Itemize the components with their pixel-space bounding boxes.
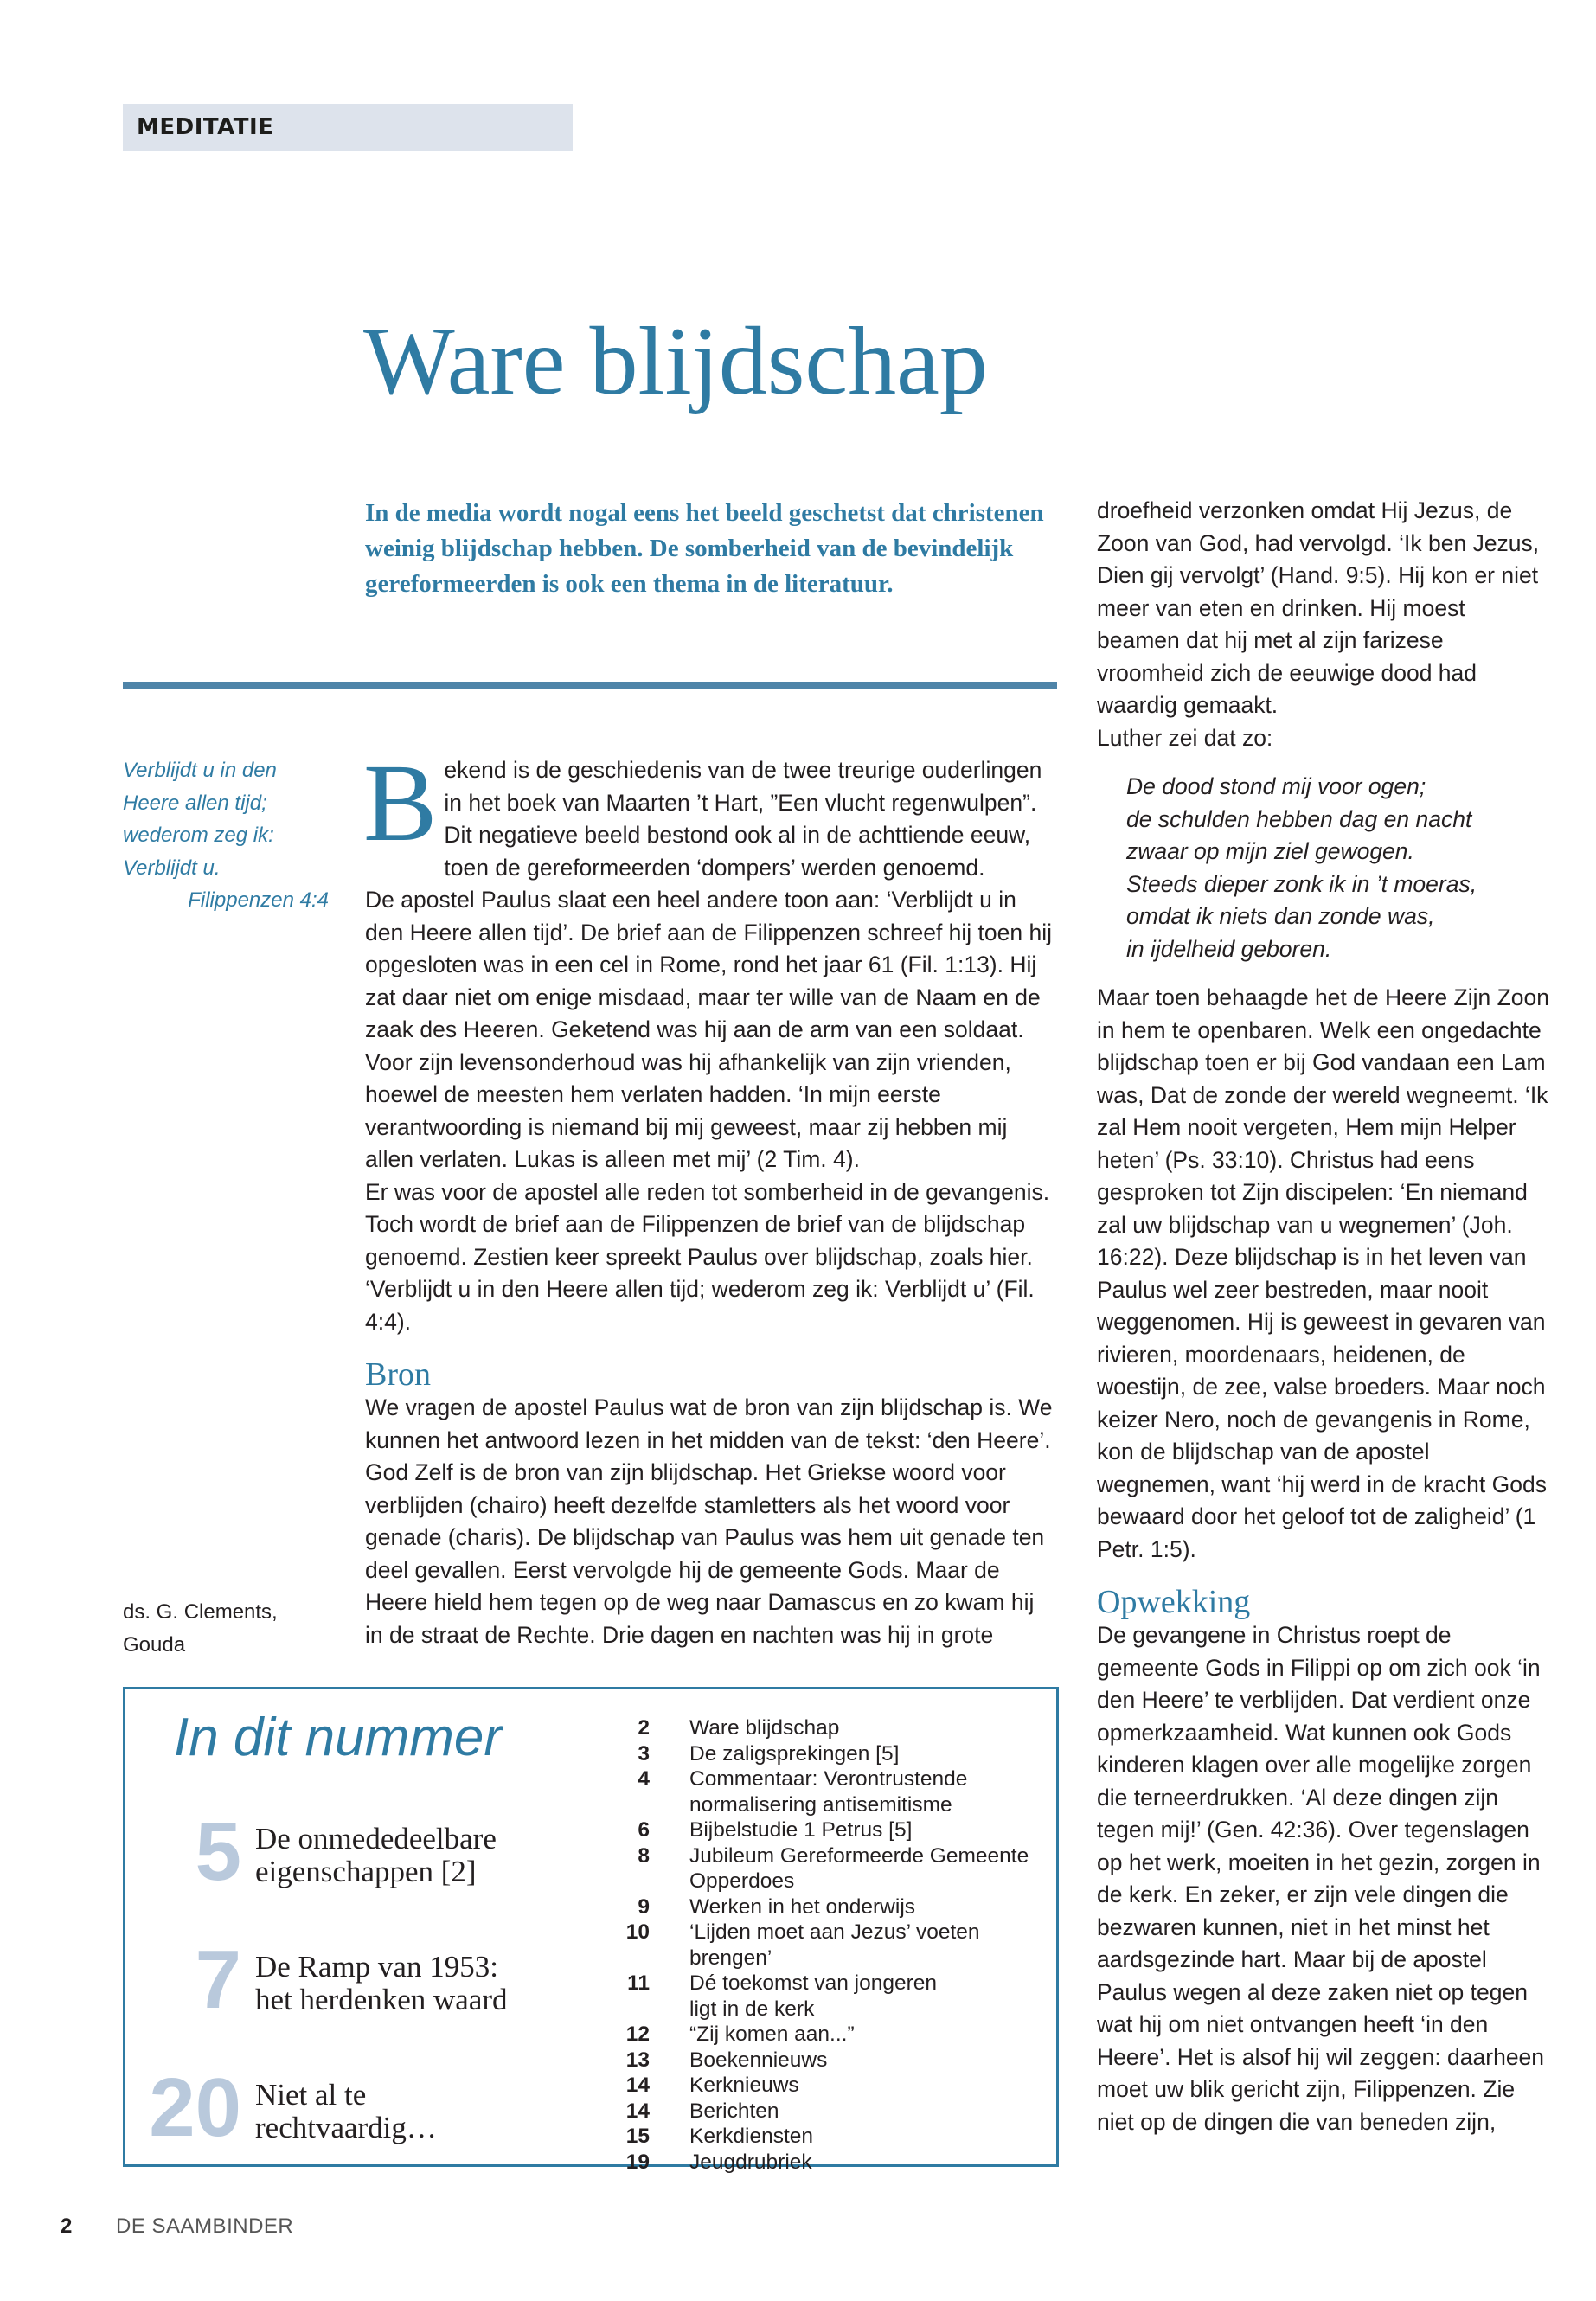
toc-page: 2 (638, 1716, 650, 1740)
toc-title: Werken in het onderwijs (689, 1894, 916, 1919)
toc-title-cont: normalisering antisemitisme (689, 1792, 952, 1817)
feature-title (255, 2079, 584, 2144)
toc-title: Ware blijdschap (689, 1716, 840, 1740)
intro-text: ekend is de geschiedenis van de twee treurige ouderlingen in het boek van Maarten ’t Hart, ”Een vlucht regenwulpen”. Dit negatieve beeld bestond ook al in de achttiende eeuw, toen de gereformeerden ‘dompers’ werden genoemd. (444, 757, 1042, 881)
body-paragraph: De gevangene in Christus roept de gemeente Gods in Filippi op om zich ook ‘in den Heere’ te verblijden. Dat verdient onze opmerkzaamheid. Wat kunnen ook Gods kinderen klagen over alle mogelijke zorgen die terneerdrukken. ‘Al deze dingen zijn tegen mij!’ (Gen. 42:36). Over tegenslagen op het werk, moeiten in het gezin, zorgen in de kerk. En zeker, er zijn vele dingen die bezwaren kunnen, niet in het minst het aardsgezinde hart. Maar bij de apostel Paulus wegen al deze zaken niet op tegen wat hij om niet ontvangen heeft ‘in den Heere’. Het is alsof hij wil zeggen: daarheen moet uw blik gericht zijn, Filippenzen. Zie niet op de dingen die van beneden zijn, (1097, 1622, 1545, 2135)
toc-entry[interactable] (610, 1894, 1060, 1920)
quote-line: wederom zeg ik: (123, 824, 274, 847)
featured-article[interactable] (125, 1805, 575, 1906)
toc-entry[interactable] (610, 1766, 1060, 1817)
toc-entry[interactable] (610, 1741, 1060, 1767)
toc-title-cont: Opperdoes (689, 1869, 795, 1893)
page-footer (61, 2214, 293, 2239)
toc-page: 10 (625, 1920, 650, 1944)
toc-entry[interactable] (610, 2124, 1060, 2150)
feature-title (255, 1951, 584, 2016)
body-paragraph: droefheid verzonken omdat Hij Jezus, de Zoon van God, had vervolgd. ‘Ik ben Jezus, Dien gij vervolgt’ (Hand. 9:5). Hij kon er niet meer van eten en drinken. Hij moest beamen dat hij met al zijn farizese vroomheid zich de eeuwige dood had waardig gemaakt. (1097, 497, 1540, 718)
article-column-1 (363, 741, 1057, 1651)
page-number: 2 (61, 2214, 73, 2238)
toc-page: 3 (638, 1741, 650, 1766)
section-tag: MEDITATIE (123, 104, 573, 151)
article-column-2 (1097, 495, 1551, 2138)
contents-heading: In dit nummer (174, 1708, 503, 1767)
toc-title: Jubileum Gereformeerde Gemeente (689, 1843, 1029, 1868)
toc-title: Bijbelstudie 1 Petrus [5] (689, 1818, 913, 1842)
featured-article[interactable] (125, 2061, 575, 2162)
subhead-bron: Bron (365, 1356, 431, 1393)
poem-line: Steeds dieper zonk ik in ’t moeras, (1126, 870, 1477, 897)
toc-title: Kerkdiensten (689, 2125, 814, 2148)
toc-title: “Zij komen aan...” (689, 2022, 855, 2046)
poem-line: in ijdelheid geboren. (1126, 935, 1332, 962)
toc-entry[interactable] (610, 2099, 1060, 2125)
toc-title: Jeugdrubriek (689, 2150, 812, 2174)
drop-cap: B (363, 741, 438, 864)
toc-entry[interactable] (610, 2022, 1060, 2048)
author-name: ds. G. Clements, (123, 1600, 278, 1624)
author-byline (123, 1596, 348, 1661)
toc-page: 19 (625, 2150, 650, 2174)
divider-rule (123, 682, 1057, 689)
feature-title-line: De onmededeelbare (255, 1822, 497, 1856)
toc-title: Kerknieuws (689, 2073, 799, 2097)
quote-line: Heere allen tijd; (123, 791, 267, 815)
toc-entry[interactable] (610, 2150, 1060, 2176)
toc-title: Dé toekomst van jongeren (689, 1971, 937, 1995)
toc-entry[interactable] (610, 2073, 1060, 2099)
toc-title-cont: ligt in de kerk (689, 1997, 815, 2021)
body-paragraph: Maar toen behaagde het de Heere Zijn Zoon in hem te openbaren. Welk een ongedachte blijdschap toen er bij God vandaan een Lam was, Dat de zonde der wereld wegneemt. ‘Ik zal Hem nooit vergeten, Hem mijn Helper heten’ (Ps. 33:10). Christus had eens gesproken tot Zijn discipelen: ‘En niemand zal uw blijdschap van u wegnemen’ (Joh. 16:22). Deze blijdschap is in het leven van Paulus wel zeer bestreden, maar nooit weggenomen. Hij is geweest in gevaren van rivieren, moordenaars, heidenen, de woestijn, de zee, valse broeders. Maar noch keizer Nero, noch de gevangenis in Rome, kon de blijdschap van de apostel wegnemen, want ‘hij werd in de kracht Gods bewaard door het geloof tot de zaligheid’ (1 Petr. 1:5). (1097, 984, 1549, 1562)
feature-title-line: Niet al te (255, 2078, 367, 2112)
quote-reference: Filippenzen 4:4 (188, 888, 329, 912)
toc-page: 13 (625, 2048, 650, 2072)
toc-title: Boekennieuws (689, 2048, 828, 2072)
toc-page: 4 (638, 1767, 650, 1791)
toc-page: 11 (627, 1971, 650, 1995)
feature-page-number: 20 (149, 2061, 241, 2154)
body-paragraph: De apostel Paulus slaat een heel andere toon aan: ‘Verblijdt u in den Heere allen tijd’. De brief aan de Filippenzen schreef hij toen hij opgesloten was in een cel in Rome, rond het jaar 61 (Fil. 1:13). Hij zat daar niet om enige misdaad, maar ter wille van de Naam en de zaak des Heeren. Geketend was hij aan de arm van een soldaat. Voor zijn levensonderhoud was hij afhankelijk van zijn vrienden, hoewel de meesten hem verlaten hadden. ‘In mijn eerste verantwoording is niemand bij mij geweest, maar zij hebben mij allen verlaten. Lukas is alleen met mij’ (2 Tim. 4). (365, 887, 1053, 1172)
toc-page: 8 (638, 1843, 650, 1868)
toc-page: 14 (625, 2073, 650, 2097)
subhead-opwekking: Opwekking (1097, 1584, 1251, 1620)
feature-title (255, 1823, 584, 1888)
article-title: Ware blijdschap (363, 308, 988, 415)
featured-article[interactable] (125, 1933, 575, 2034)
body-paragraph: Er was voor de apostel alle reden tot somberheid in de gevangenis. Toch wordt de brief aan de Filippenzen de brief van de blijdschap genoemd. Zestien keer spreekt Paulus over blijdschap, zoals hier. ‘Verblijdt u in den Heere allen tijd; wederom zeg ik: Verblijdt u’ (Fil. 4:4). (365, 1178, 1050, 1335)
feature-title-line: De Ramp van 1953: (255, 1950, 498, 1984)
poem-line: omdat ik niets dan zonde was, (1126, 903, 1435, 929)
scripture-quote (123, 754, 348, 917)
toc-title: Commentaar: Verontrustende (689, 1767, 968, 1791)
poem-line: de schulden hebben dag en nacht (1126, 805, 1472, 832)
body-paragraph: We vragen de apostel Paulus wat de bron van zijn blijdschap is. We kunnen het antwoord lezen in het midden van de tekst: ‘den Heere’. God Zelf is de bron van zijn blijdschap. Het Griekse woord voor verblijden (chairo) heeft dezelfde stamletters als het woord voor genade (charis). De blijdschap van Paulus was hem uit genade ten deel gevallen. Eerst vervolgde hij de gemeente Gods. Maar de Heere hield hem tegen op de weg naar Damascus en zo kwam hij in de straat de Rechte. Drie dagen en nachten was hij in grote (365, 1394, 1053, 1648)
contents-box (123, 1687, 1059, 2174)
feature-page-number: 7 (195, 1933, 241, 2026)
author-place: Gouda (123, 1632, 186, 1657)
toc-page: 12 (625, 2022, 650, 2046)
quote-line: Verblijdt u. (123, 856, 221, 880)
toc-entry[interactable] (610, 1817, 1060, 1843)
magazine-name: DE SAAMBINDER (116, 2214, 294, 2238)
intro-paragraph (363, 741, 1057, 884)
luther-poem (1097, 771, 1551, 965)
toc-page: 14 (625, 2099, 650, 2123)
toc-entry[interactable] (610, 2048, 1060, 2073)
toc-title: Berichten (689, 2099, 779, 2123)
toc-title: ‘Lijden moet aan Jezus’ voeten brengen’ (689, 1920, 980, 1970)
toc-entry[interactable] (610, 1715, 1060, 1741)
toc-page: 6 (638, 1818, 650, 1842)
poem-line: zwaar op mijn ziel gewogen. (1126, 838, 1414, 864)
toc-title: De zaligsprekingen [5] (689, 1741, 900, 1766)
quote-line: Verblijdt u in den (123, 759, 277, 782)
toc-entry[interactable] (610, 1971, 1060, 2022)
toc-page: 9 (638, 1894, 650, 1919)
feature-title-line: eigenschappen [2] (255, 1855, 477, 1888)
feature-title-line: het herdenken waard (255, 1983, 508, 2016)
toc-page: 15 (625, 2125, 650, 2148)
toc-entry[interactable] (610, 1843, 1060, 1894)
feature-title-line: rechtvaardig… (255, 2111, 437, 2144)
toc-entry[interactable] (610, 1920, 1060, 1971)
table-of-contents (610, 1715, 1060, 2175)
poem-line: De dood stond mij voor ogen; (1126, 773, 1426, 799)
feature-page-number: 5 (195, 1805, 241, 1898)
body-paragraph: Luther zei dat zo: (1097, 724, 1273, 751)
article-lead: In de media wordt nogal eens het beeld geschetst dat christenen weinig blijdschap hebben. De somberheid van de bevindelijk gereformeerden is ook een thema in de literatuur. (365, 499, 1044, 598)
